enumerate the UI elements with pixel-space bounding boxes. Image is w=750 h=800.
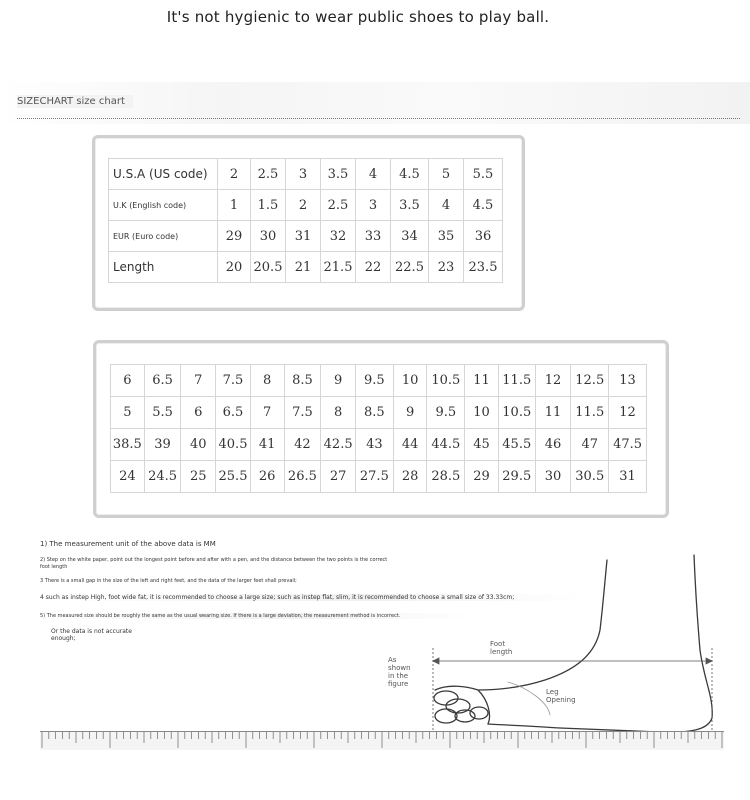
size-cell: 47 bbox=[571, 429, 609, 461]
size-cell: 42.5 bbox=[321, 429, 356, 461]
note-2b: foot length bbox=[40, 564, 68, 570]
size-cell: 46 bbox=[535, 429, 571, 461]
size-cell: 10 bbox=[465, 397, 499, 429]
size-cell: 23 bbox=[429, 252, 464, 283]
size-cell: 28.5 bbox=[427, 461, 465, 493]
ruler-icon bbox=[40, 731, 724, 750]
row-label: U.K (English code) bbox=[109, 190, 218, 221]
size-cell: 2 bbox=[286, 190, 321, 221]
size-cell: 24.5 bbox=[144, 461, 181, 493]
size-cell: 27 bbox=[321, 461, 356, 493]
size-cell: 45.5 bbox=[498, 429, 535, 461]
size-cell: 25.5 bbox=[216, 461, 251, 493]
table2-row bbox=[111, 461, 647, 493]
table1-row bbox=[109, 252, 503, 283]
toe-3-icon bbox=[435, 709, 457, 723]
toe-1-icon bbox=[434, 691, 458, 705]
size-cell: 44.5 bbox=[427, 429, 465, 461]
size-cell: 44 bbox=[393, 429, 427, 461]
table1-row bbox=[109, 190, 503, 221]
size-cell: 21.5 bbox=[321, 252, 356, 283]
size-cell: 11 bbox=[465, 365, 499, 397]
size-cell: 28 bbox=[393, 461, 427, 493]
note-2: 2) Step on the white paper, point out the longest point before and after with a pen, and the distance between the two points is the correct bbox=[40, 557, 388, 563]
size-cell: 8.5 bbox=[355, 397, 393, 429]
size-cell: 8.5 bbox=[284, 365, 321, 397]
size-cell: 38.5 bbox=[111, 429, 145, 461]
page-title: It's not hygienic to wear public shoes to play ball. bbox=[166, 8, 550, 26]
size-cell: 22.5 bbox=[391, 252, 429, 283]
size-cell: 4 bbox=[429, 190, 464, 221]
size-cell: 10.5 bbox=[427, 365, 465, 397]
size-cell: 9.5 bbox=[355, 365, 393, 397]
leg-back-outline bbox=[560, 555, 712, 732]
size-cell: 7.5 bbox=[284, 397, 321, 429]
size-cell: 30.5 bbox=[571, 461, 609, 493]
size-cell: 42 bbox=[284, 429, 321, 461]
size-cell: 5 bbox=[429, 159, 464, 190]
as-shown-label: As shown in the figure bbox=[388, 656, 411, 688]
size-cell: 45 bbox=[465, 429, 499, 461]
size-cell: 7.5 bbox=[216, 365, 251, 397]
row-label: U.S.A (US code) bbox=[109, 159, 218, 190]
note-4: 4 such as instep High, foot wide fat, it is recommended to choose a large size; such as instep flat, slim, it is recommended to choose a small size of 33.33cm; bbox=[40, 594, 580, 601]
table2-row bbox=[111, 365, 647, 397]
size-cell: 33 bbox=[356, 221, 391, 252]
size-cell: 29.5 bbox=[498, 461, 535, 493]
size-cell: 4.5 bbox=[464, 190, 503, 221]
size-cell: 39 bbox=[144, 429, 181, 461]
size-cell: 13 bbox=[609, 365, 647, 397]
size-cell: 29 bbox=[218, 221, 251, 252]
note-5: 5) The measured size should be roughly the same as the usual wearing size. If there is a large deviation, the measurement method is incorrect. bbox=[40, 613, 470, 619]
size-cell: 3.5 bbox=[391, 190, 429, 221]
toe-5-icon bbox=[470, 707, 488, 719]
size-cell: 24 bbox=[111, 461, 145, 493]
size-cell: 2.5 bbox=[321, 190, 356, 221]
size-cell: 41 bbox=[250, 429, 284, 461]
size-cell: 10 bbox=[393, 365, 427, 397]
note-6b: enough; bbox=[51, 635, 76, 642]
size-cell: 20.5 bbox=[251, 252, 286, 283]
size-cell: 6 bbox=[111, 365, 145, 397]
size-cell: 21 bbox=[286, 252, 321, 283]
size-cell: 12 bbox=[535, 365, 571, 397]
size-cell: 31 bbox=[609, 461, 647, 493]
size-cell: 40.5 bbox=[216, 429, 251, 461]
size-cell: 6.5 bbox=[216, 397, 251, 429]
size-cell: 7 bbox=[250, 397, 284, 429]
size-cell: 47.5 bbox=[609, 429, 647, 461]
size-cell: 29 bbox=[465, 461, 499, 493]
row-label: Length bbox=[109, 252, 218, 283]
size-cell: 31 bbox=[286, 221, 321, 252]
size-cell: 34 bbox=[391, 221, 429, 252]
size-cell: 30 bbox=[251, 221, 286, 252]
size-cell: 9 bbox=[393, 397, 427, 429]
size-cell: 1 bbox=[218, 190, 251, 221]
size-cell: 11.5 bbox=[498, 365, 535, 397]
size-cell: 32 bbox=[321, 221, 356, 252]
size-table-1 bbox=[108, 158, 503, 283]
note-6: Or the data is not accurate bbox=[51, 628, 132, 635]
size-cell: 2.5 bbox=[251, 159, 286, 190]
size-cell: 3.5 bbox=[321, 159, 356, 190]
leg-front-outline bbox=[478, 560, 607, 690]
size-cell: 11 bbox=[535, 397, 571, 429]
table1-row bbox=[109, 221, 503, 252]
size-chart-label: SIZECHART size chart bbox=[17, 95, 133, 108]
table1-row bbox=[109, 159, 503, 190]
foot-length-label: Foot length bbox=[490, 640, 513, 656]
size-cell: 35 bbox=[429, 221, 464, 252]
size-cell: 22 bbox=[356, 252, 391, 283]
note-1: 1) The measurement unit of the above data is MM bbox=[40, 540, 216, 548]
size-cell: 1.5 bbox=[251, 190, 286, 221]
size-cell: 5.5 bbox=[464, 159, 503, 190]
size-cell: 5.5 bbox=[144, 397, 181, 429]
size-cell: 11.5 bbox=[571, 397, 609, 429]
leg-opening-label: Leg Opening bbox=[546, 688, 576, 704]
size-cell: 8 bbox=[250, 365, 284, 397]
dotted-divider bbox=[17, 118, 740, 119]
size-cell: 20 bbox=[218, 252, 251, 283]
size-cell: 4.5 bbox=[391, 159, 429, 190]
size-cell: 40 bbox=[181, 429, 216, 461]
size-cell: 10.5 bbox=[498, 397, 535, 429]
size-cell: 4 bbox=[356, 159, 391, 190]
size-cell: 5 bbox=[111, 397, 145, 429]
foot-measurement-illustration bbox=[0, 520, 750, 800]
size-cell: 6.5 bbox=[144, 365, 181, 397]
row-label: EUR (Euro code) bbox=[109, 221, 218, 252]
size-cell: 43 bbox=[355, 429, 393, 461]
size-cell: 26.5 bbox=[284, 461, 321, 493]
size-cell: 23.5 bbox=[464, 252, 503, 283]
size-cell: 25 bbox=[181, 461, 216, 493]
size-cell: 8 bbox=[321, 397, 356, 429]
size-cell: 2 bbox=[218, 159, 251, 190]
size-cell: 9.5 bbox=[427, 397, 465, 429]
size-cell: 36 bbox=[464, 221, 503, 252]
toe-2-icon bbox=[446, 699, 470, 713]
size-cell: 30 bbox=[535, 461, 571, 493]
size-cell: 7 bbox=[181, 365, 216, 397]
table2-row bbox=[111, 397, 647, 429]
size-cell: 9 bbox=[321, 365, 356, 397]
size-cell: 27.5 bbox=[355, 461, 393, 493]
size-cell: 3 bbox=[286, 159, 321, 190]
size-table-2 bbox=[110, 364, 647, 493]
size-cell: 12.5 bbox=[571, 365, 609, 397]
size-cell: 12 bbox=[609, 397, 647, 429]
size-cell: 3 bbox=[356, 190, 391, 221]
sole-outline bbox=[488, 724, 560, 728]
size-cell: 26 bbox=[250, 461, 284, 493]
note-3: 3 There is a small gap in the size of the left and right feet, and the data of the larger feet shall prevail; bbox=[40, 578, 297, 584]
table2-row bbox=[111, 429, 647, 461]
size-cell: 6 bbox=[181, 397, 216, 429]
